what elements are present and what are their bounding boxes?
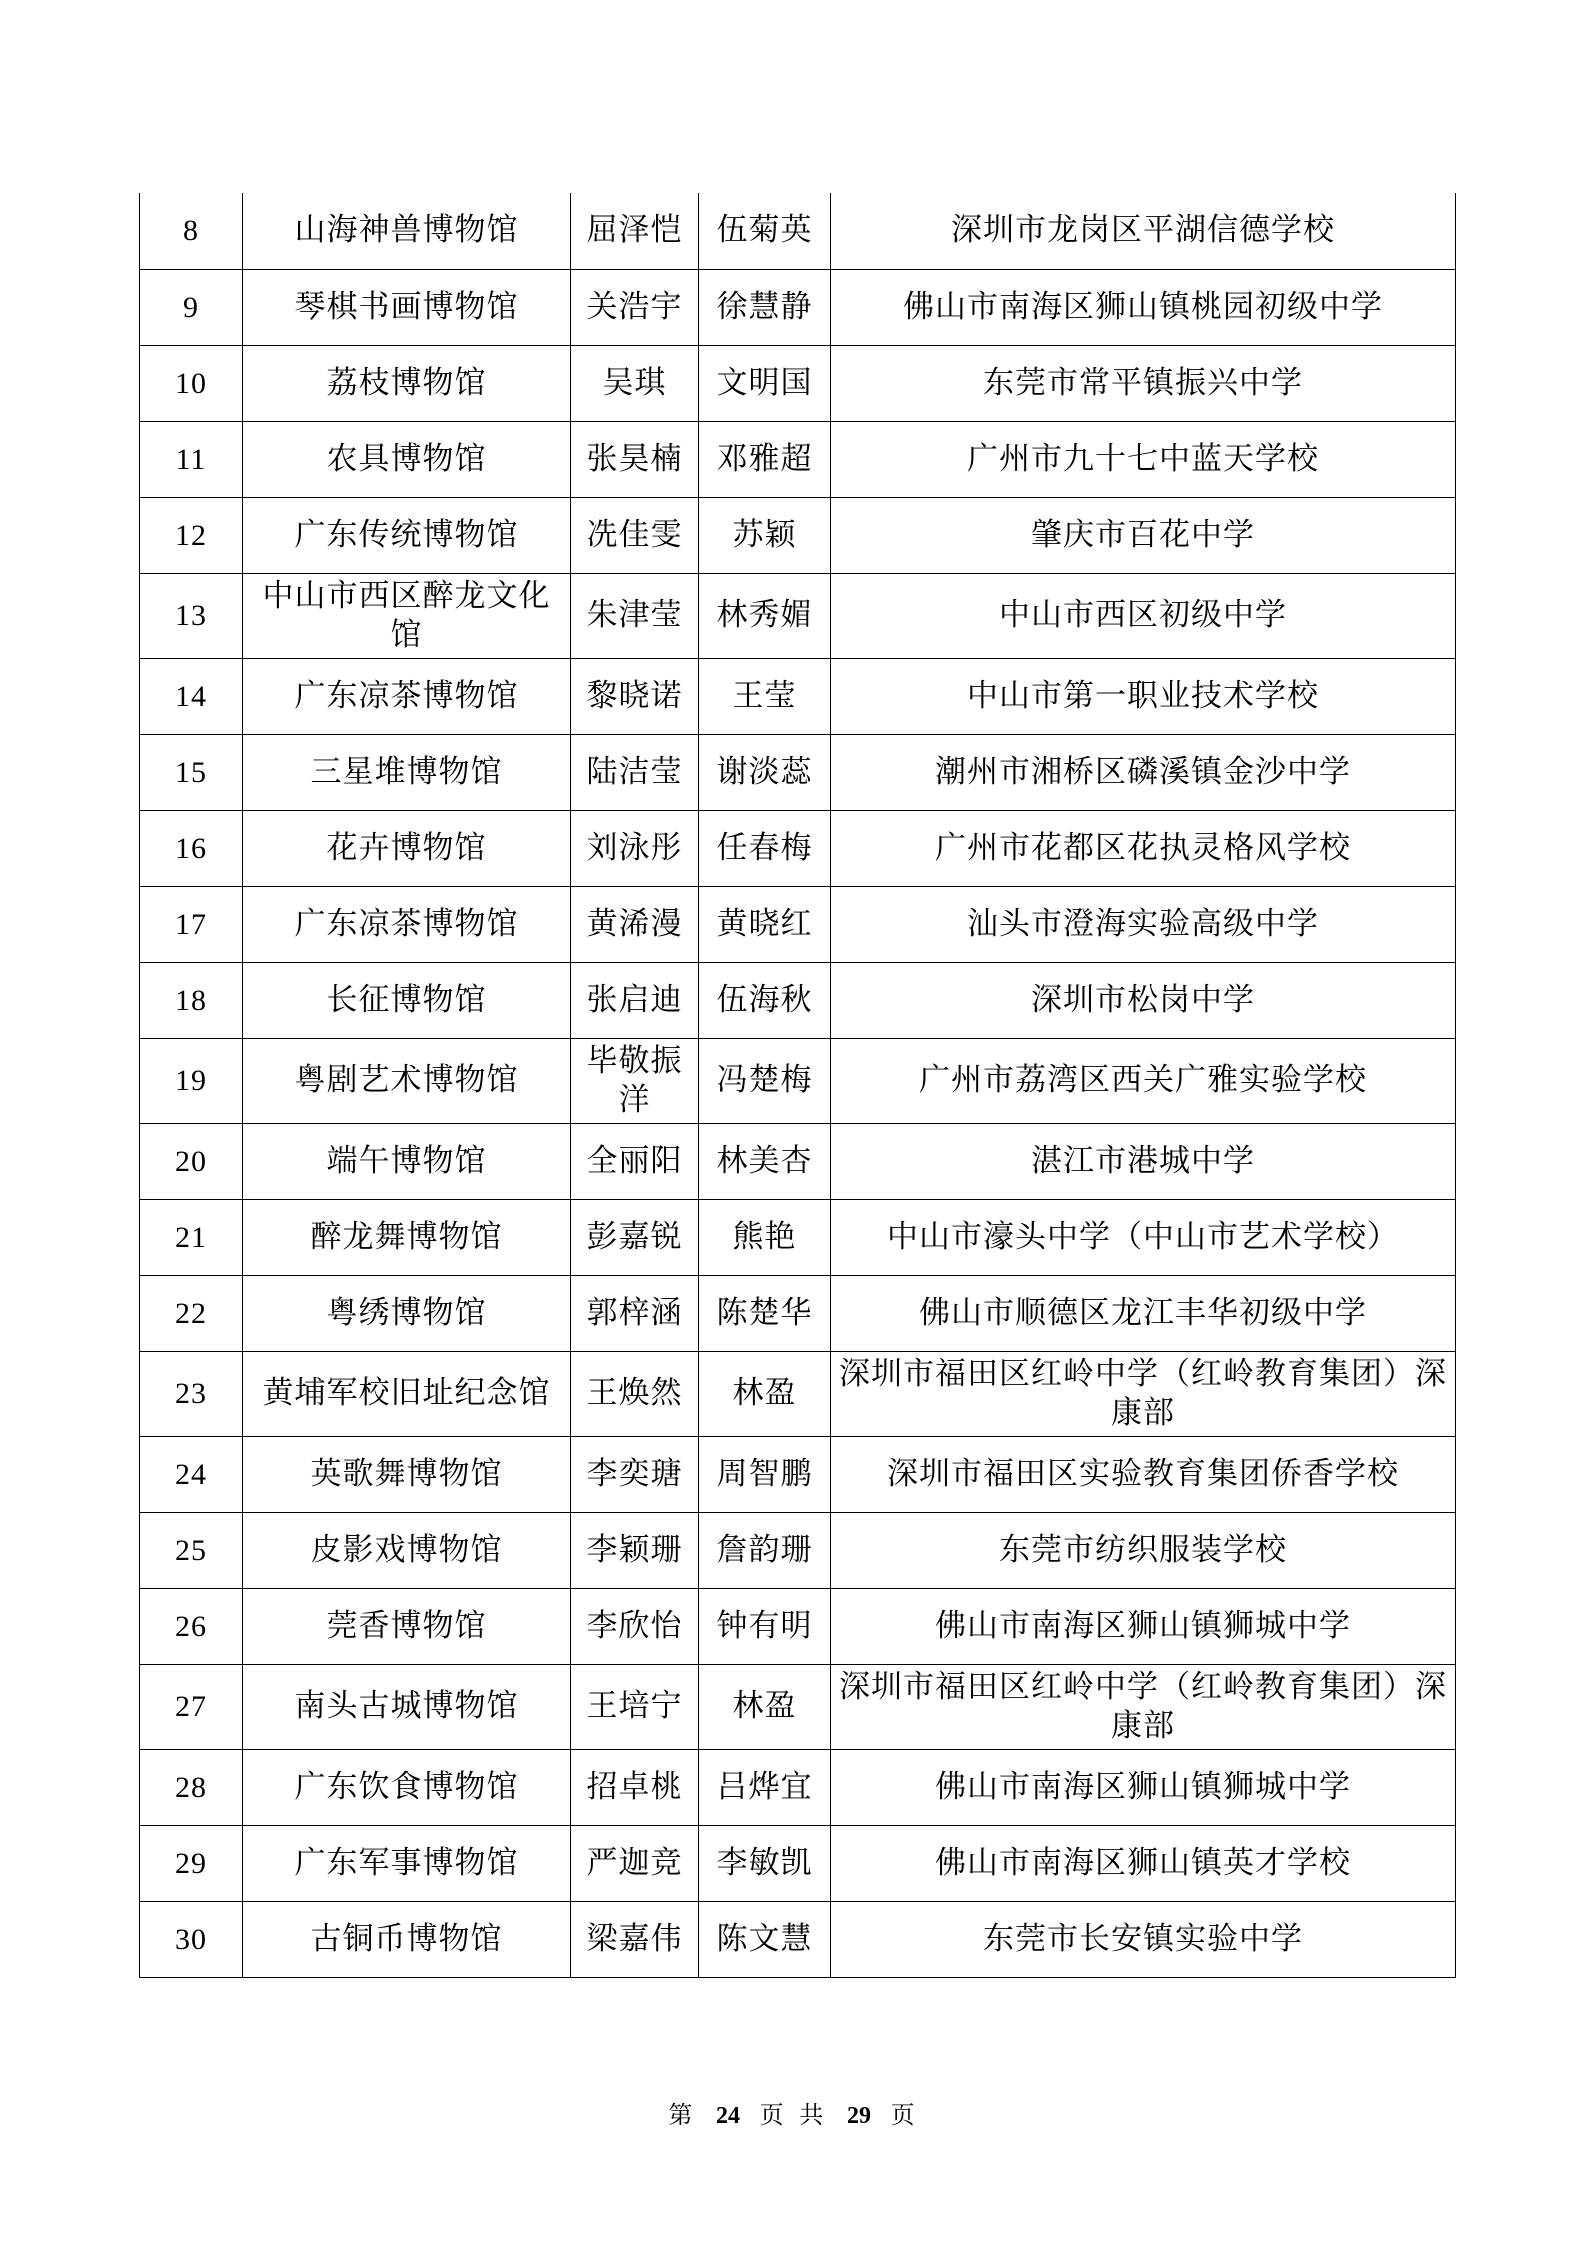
cell-school: 佛山市南海区狮山镇狮城中学	[831, 1588, 1456, 1664]
cell-number: 12	[140, 497, 243, 573]
award-table	[139, 193, 1456, 1978]
cell-school: 肇庆市百花中学	[831, 497, 1456, 573]
cell-student: 严迦竞	[571, 1825, 699, 1901]
cell-student: 李颖珊	[571, 1512, 699, 1588]
cell-student: 全丽阳	[571, 1123, 699, 1199]
footer-suffix: 页	[890, 2101, 919, 2129]
cell-museum-name: 荔枝博物馆	[243, 345, 571, 421]
cell-number: 28	[140, 1749, 243, 1825]
cell-teacher: 陈文慧	[699, 1901, 831, 1977]
cell-museum-name: 农具博物馆	[243, 421, 571, 497]
cell-number: 18	[140, 962, 243, 1038]
cell-museum-name: 琴棋书画博物馆	[243, 269, 571, 345]
cell-museum-name: 莞香博物馆	[243, 1588, 571, 1664]
table-row	[140, 1351, 1456, 1436]
cell-museum-name: 中山市西区醉龙文化馆	[243, 573, 571, 658]
award-table-body	[140, 193, 1456, 1977]
table-row	[140, 573, 1456, 658]
cell-student: 梁嘉伟	[571, 1901, 699, 1977]
cell-number: 15	[140, 734, 243, 810]
cell-number: 16	[140, 810, 243, 886]
cell-number: 8	[140, 193, 243, 269]
cell-teacher: 徐慧静	[699, 269, 831, 345]
table-row	[140, 734, 1456, 810]
cell-school: 深圳市龙岗区平湖信德学校	[831, 193, 1456, 269]
table-row	[140, 886, 1456, 962]
cell-museum-name: 广东凉茶博物馆	[243, 886, 571, 962]
footer-prefix: 第	[668, 2101, 697, 2129]
cell-teacher: 王莹	[699, 658, 831, 734]
cell-museum-name: 黄埔军校旧址纪念馆	[243, 1351, 571, 1436]
cell-student: 吴琪	[571, 345, 699, 421]
cell-school: 佛山市南海区狮山镇狮城中学	[831, 1749, 1456, 1825]
cell-teacher: 林盈	[699, 1664, 831, 1749]
table-row	[140, 1123, 1456, 1199]
cell-school: 广州市花都区花执灵格风学校	[831, 810, 1456, 886]
cell-museum-name: 三星堆博物馆	[243, 734, 571, 810]
cell-museum-name: 醉龙舞博物馆	[243, 1199, 571, 1275]
cell-museum-name: 南头古城博物馆	[243, 1664, 571, 1749]
cell-student: 张启迪	[571, 962, 699, 1038]
cell-number: 9	[140, 269, 243, 345]
table-row	[140, 193, 1456, 269]
cell-museum-name: 长征博物馆	[243, 962, 571, 1038]
cell-student: 屈泽恺	[571, 193, 699, 269]
footer-total-pages: 29	[846, 2103, 871, 2129]
cell-student: 张昊楠	[571, 421, 699, 497]
table-row	[140, 1436, 1456, 1512]
cell-number: 23	[140, 1351, 243, 1436]
cell-number: 22	[140, 1275, 243, 1351]
cell-teacher: 文明国	[699, 345, 831, 421]
cell-teacher: 伍海秋	[699, 962, 831, 1038]
cell-student: 王焕然	[571, 1351, 699, 1436]
cell-teacher: 邓雅超	[699, 421, 831, 497]
table-row	[140, 1664, 1456, 1749]
cell-museum-name: 花卉博物馆	[243, 810, 571, 886]
table-row	[140, 1901, 1456, 1977]
cell-student: 黎晓诺	[571, 658, 699, 734]
cell-number: 20	[140, 1123, 243, 1199]
cell-number: 17	[140, 886, 243, 962]
table-row	[140, 1199, 1456, 1275]
cell-number: 13	[140, 573, 243, 658]
cell-teacher: 任春梅	[699, 810, 831, 886]
cell-teacher: 苏颖	[699, 497, 831, 573]
cell-number: 19	[140, 1038, 243, 1123]
cell-student: 彭嘉锐	[571, 1199, 699, 1275]
cell-number: 26	[140, 1588, 243, 1664]
cell-museum-name: 古铜币博物馆	[243, 1901, 571, 1977]
cell-teacher: 陈楚华	[699, 1275, 831, 1351]
cell-teacher: 伍菊英	[699, 193, 831, 269]
table-row	[140, 421, 1456, 497]
cell-student: 冼佳雯	[571, 497, 699, 573]
cell-number: 11	[140, 421, 243, 497]
cell-number: 14	[140, 658, 243, 734]
cell-school: 深圳市福田区红岭中学（红岭教育集团）深康部	[831, 1351, 1456, 1436]
cell-school: 佛山市南海区狮山镇英才学校	[831, 1825, 1456, 1901]
cell-school: 广州市九十七中蓝天学校	[831, 421, 1456, 497]
cell-teacher: 詹韵珊	[699, 1512, 831, 1588]
cell-teacher: 林盈	[699, 1351, 831, 1436]
cell-school: 深圳市福田区实验教育集团侨香学校	[831, 1436, 1456, 1512]
table-row	[140, 1275, 1456, 1351]
cell-museum-name: 英歌舞博物馆	[243, 1436, 571, 1512]
cell-number: 21	[140, 1199, 243, 1275]
table-row	[140, 1588, 1456, 1664]
cell-teacher: 林秀媚	[699, 573, 831, 658]
award-table-wrapper	[139, 193, 1456, 1978]
cell-student: 刘泳彤	[571, 810, 699, 886]
cell-number: 29	[140, 1825, 243, 1901]
table-row	[140, 810, 1456, 886]
cell-school: 汕头市澄海实验高级中学	[831, 886, 1456, 962]
cell-student: 朱津莹	[571, 573, 699, 658]
cell-school: 佛山市顺德区龙江丰华初级中学	[831, 1275, 1456, 1351]
table-row	[140, 497, 1456, 573]
cell-student: 陆洁莹	[571, 734, 699, 810]
cell-school: 东莞市长安镇实验中学	[831, 1901, 1456, 1977]
cell-school: 深圳市福田区红岭中学（红岭教育集团）深康部	[831, 1664, 1456, 1749]
cell-teacher: 周智鹏	[699, 1436, 831, 1512]
cell-museum-name: 端午博物馆	[243, 1123, 571, 1199]
cell-school: 深圳市松岗中学	[831, 962, 1456, 1038]
cell-school: 中山市第一职业技术学校	[831, 658, 1456, 734]
table-row	[140, 1749, 1456, 1825]
cell-number: 30	[140, 1901, 243, 1977]
cell-student: 郭梓涵	[571, 1275, 699, 1351]
cell-school: 广州市荔湾区西关广雅实验学校	[831, 1038, 1456, 1123]
table-row	[140, 962, 1456, 1038]
cell-museum-name: 广东传统博物馆	[243, 497, 571, 573]
cell-student: 李奕瑭	[571, 1436, 699, 1512]
cell-number: 25	[140, 1512, 243, 1588]
cell-museum-name: 广东凉茶博物馆	[243, 658, 571, 734]
cell-teacher: 黄晓红	[699, 886, 831, 962]
cell-museum-name: 粤绣博物馆	[243, 1275, 571, 1351]
cell-student: 黄浠漫	[571, 886, 699, 962]
cell-school: 中山市濠头中学（中山市艺术学校）	[831, 1199, 1456, 1275]
cell-teacher: 冯楚梅	[699, 1038, 831, 1123]
footer-middle: 页 共	[759, 2101, 828, 2129]
cell-teacher: 林美杏	[699, 1123, 831, 1199]
cell-teacher: 李敏凯	[699, 1825, 831, 1901]
cell-school: 东莞市纺织服装学校	[831, 1512, 1456, 1588]
cell-school: 东莞市常平镇振兴中学	[831, 345, 1456, 421]
table-row	[140, 1038, 1456, 1123]
page-footer	[0, 2095, 1587, 2130]
table-row	[140, 658, 1456, 734]
table-row	[140, 269, 1456, 345]
cell-school: 湛江市港城中学	[831, 1123, 1456, 1199]
cell-teacher: 吕烨宜	[699, 1749, 831, 1825]
cell-school: 佛山市南海区狮山镇桃园初级中学	[831, 269, 1456, 345]
cell-school: 中山市西区初级中学	[831, 573, 1456, 658]
cell-museum-name: 粤剧艺术博物馆	[243, 1038, 571, 1123]
table-row	[140, 1825, 1456, 1901]
cell-teacher: 钟有明	[699, 1588, 831, 1664]
cell-number: 10	[140, 345, 243, 421]
table-row	[140, 345, 1456, 421]
cell-museum-name: 山海神兽博物馆	[243, 193, 571, 269]
cell-student: 李欣怡	[571, 1588, 699, 1664]
cell-student: 关浩宇	[571, 269, 699, 345]
cell-museum-name: 广东军事博物馆	[243, 1825, 571, 1901]
cell-number: 27	[140, 1664, 243, 1749]
cell-museum-name: 皮影戏博物馆	[243, 1512, 571, 1588]
cell-museum-name: 广东饮食博物馆	[243, 1749, 571, 1825]
cell-school: 潮州市湘桥区磷溪镇金沙中学	[831, 734, 1456, 810]
cell-teacher: 谢淡蕊	[699, 734, 831, 810]
cell-teacher: 熊艳	[699, 1199, 831, 1275]
cell-student: 王培宁	[571, 1664, 699, 1749]
footer-current-page: 24	[716, 2103, 741, 2129]
cell-student: 毕敬振洋	[571, 1038, 699, 1123]
cell-number: 24	[140, 1436, 243, 1512]
cell-student: 招卓桃	[571, 1749, 699, 1825]
table-row	[140, 1512, 1456, 1588]
